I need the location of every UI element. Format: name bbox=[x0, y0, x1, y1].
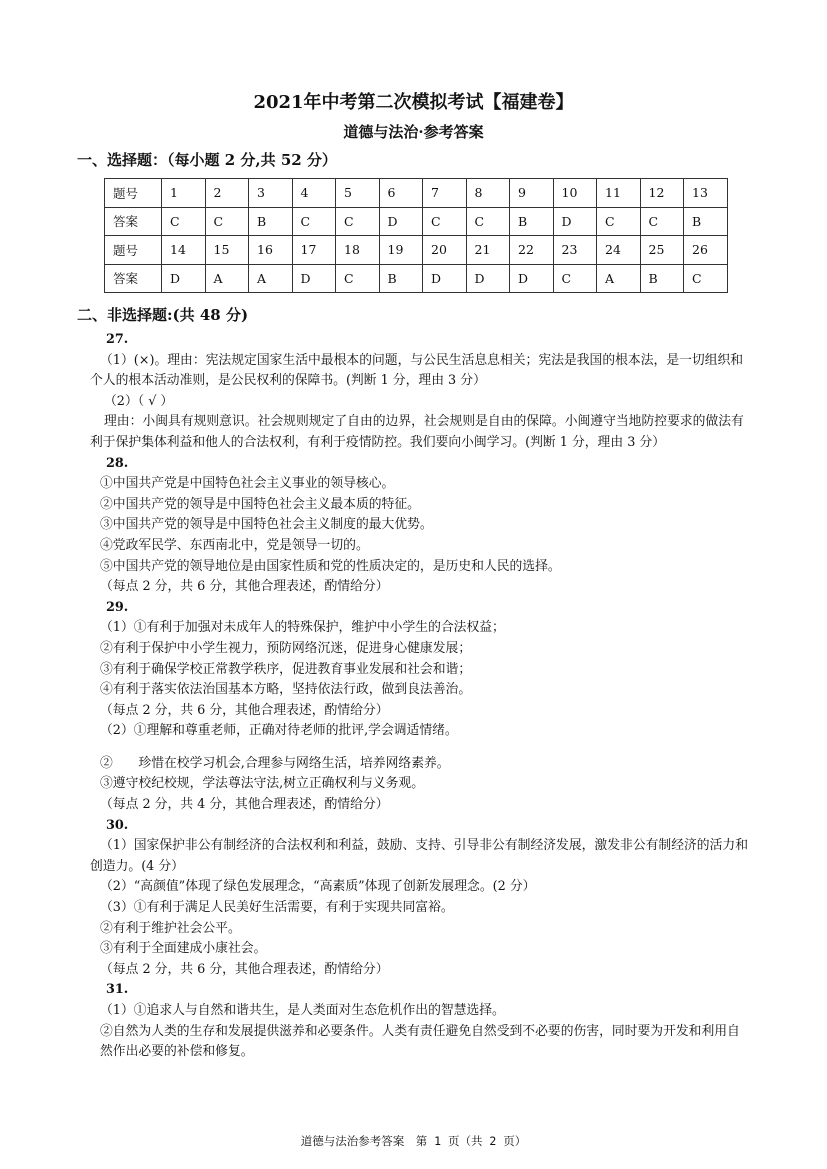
answer-cell: 22 bbox=[510, 236, 554, 265]
question-30-line: （2）“高颜值”体现了绿色发展理念，“高素质”体现了创新发展理念。(2 分） bbox=[100, 879, 536, 895]
answer-cell: C bbox=[553, 264, 597, 293]
question-29-number: 29. bbox=[106, 599, 129, 615]
question-27-part-2: （2）（ √ ） bbox=[104, 393, 174, 409]
question-29-line: ②有利于保护中小学生视力，预防网络沉迷，促进身心健康发展； bbox=[100, 640, 472, 656]
question-27-number: 27. bbox=[106, 332, 129, 347]
answer-cell: B bbox=[379, 264, 423, 293]
answer-cell: A bbox=[205, 264, 249, 293]
answer-cell: 9 bbox=[510, 179, 554, 208]
answer-cell: 6 bbox=[379, 179, 423, 208]
answer-cell: 17 bbox=[292, 236, 336, 265]
section-1-heading: 一、选择题：（每小题 2 分,共 52 分） bbox=[77, 151, 337, 169]
question-31-part-2: ②自然为人类的生存和发展提供滋养和必要条件。人类有责任避免自然受到不必要的伤害，同时要为开发和利用自然作出必要的补偿和修复。 bbox=[100, 1023, 740, 1060]
answer-cell: D bbox=[423, 264, 467, 293]
answer-cell: 25 bbox=[640, 236, 684, 265]
answer-cell: C bbox=[205, 207, 249, 236]
question-28-line: ⑤中国共产党的领导地位是由国家性质和党的性质决定的，是历史和人民的选择。 bbox=[100, 558, 561, 574]
question-29-line: ② 珍惜在校学习机会,合理参与网络生活，培养网络素养。 bbox=[100, 755, 450, 771]
answer-cell: 10 bbox=[553, 179, 597, 208]
answer-cell: 2 bbox=[205, 179, 249, 208]
question-28-line: ②中国共产党的领导是中国特色社会主义最本质的特征。 bbox=[100, 496, 420, 512]
answer-cell: C bbox=[423, 207, 467, 236]
answer-cell: 5 bbox=[336, 179, 380, 208]
answer-cell: 8 bbox=[466, 179, 510, 208]
answer-cell: 12 bbox=[640, 179, 684, 208]
answer-cell: 3 bbox=[249, 179, 293, 208]
answer-cell: C bbox=[640, 207, 684, 236]
answer-cell: B bbox=[640, 264, 684, 293]
answer-cell: C bbox=[466, 207, 510, 236]
answer-cell: D bbox=[466, 264, 510, 293]
row-label: 答案 bbox=[105, 264, 162, 293]
answer-cell: 4 bbox=[292, 179, 336, 208]
question-30-scoring: （每点 2 分，共 6 分，其他合理表述，酌情给分） bbox=[100, 961, 389, 977]
answer-cell: A bbox=[597, 264, 641, 293]
answer-cell: 26 bbox=[684, 236, 728, 265]
question-30-line: ②有利于维护社会公平。 bbox=[100, 920, 241, 936]
answer-cell: 19 bbox=[379, 236, 423, 265]
answer-cell: 21 bbox=[466, 236, 510, 265]
question-29-line: ③遵守校纪校规，学法尊法守法,树立正确权利与义务观。 bbox=[100, 776, 424, 792]
question-29-line: ③有利于确保学校正常教学秩序，促进教育事业发展和社会和谐； bbox=[100, 661, 472, 677]
answer-cell: C bbox=[162, 207, 206, 236]
answer-cell: B bbox=[684, 207, 728, 236]
answer-cell: 11 bbox=[597, 179, 641, 208]
answer-cell: D bbox=[553, 207, 597, 236]
question-28-line: ①中国共产党是中国特色社会主义事业的领导核心。 bbox=[100, 476, 395, 492]
answer-cell: C bbox=[684, 264, 728, 293]
answer-cell: C bbox=[597, 207, 641, 236]
row-label: 题号 bbox=[105, 179, 162, 208]
question-29-scoring: （每点 2 分，共 6 分，其他合理表述，酌情给分） bbox=[100, 702, 389, 718]
answer-cell: 24 bbox=[597, 236, 641, 265]
answer-cell: A bbox=[249, 264, 293, 293]
question-29-line: （2）①理解和尊重老师，正确对待老师的批评,学会调适情绪。 bbox=[100, 723, 458, 739]
question-27-reason: 理由：小闽具有规则意识。社会规则规定了自由的边界，社会规则是自由的保障。小闽遵守当地防控要求的做法有利于保护集体利益和他人的合法权利，有利于疫情防控。我们要向小闽学习。(判断 1 分，理由 3 分） bbox=[90, 414, 744, 450]
question-28-scoring: （每点 2 分，共 6 分，其他合理表述，酌情给分） bbox=[100, 579, 389, 595]
answer-table-row bbox=[105, 236, 728, 265]
answer-cell: D bbox=[510, 264, 554, 293]
answer-table bbox=[104, 178, 728, 293]
question-28-number: 28. bbox=[106, 455, 129, 471]
answer-cell: C bbox=[336, 207, 380, 236]
question-30-line: （3）①有利于满足人民美好生活需要，有利于实现共同富裕。 bbox=[100, 900, 454, 916]
question-29-line: （1）①有利于加强对未成年人的特殊保护，维护中小学生的合法权益； bbox=[100, 620, 505, 636]
question-28-line: ④党政军民学、东西南北中，党是领导一切的。 bbox=[100, 537, 369, 553]
answer-cell: 23 bbox=[553, 236, 597, 265]
page-subtitle: 道德与法治·参考答案 bbox=[343, 123, 484, 141]
answer-cell: 15 bbox=[205, 236, 249, 265]
question-30-part-1: （1）国家保护非公有制经济的合法权利和利益，鼓励、支持、引导非公有制经济发展，激发非公有制经济的活力和创造力。(4 分） bbox=[90, 838, 748, 874]
answer-cell: 7 bbox=[423, 179, 467, 208]
page-footer: 道德与法治参考答案 第 1 页（共 2 页） bbox=[300, 1134, 527, 1148]
answer-cell: D bbox=[379, 207, 423, 236]
answer-cell: 13 bbox=[684, 179, 728, 208]
answer-cell: 20 bbox=[423, 236, 467, 265]
answer-cell: 18 bbox=[336, 236, 380, 265]
question-29-scoring: （每点 2 分，共 4 分，其他合理表述，酌情给分） bbox=[100, 797, 389, 813]
section-2-heading: 二、非选择题:(共 48 分) bbox=[77, 306, 249, 324]
question-28-line: ③中国共产党的领导是中国特色社会主义制度的最大优势。 bbox=[100, 517, 433, 533]
question-30-number: 30. bbox=[106, 817, 129, 833]
question-30-line: ③有利于全面建成小康社会。 bbox=[100, 941, 267, 957]
answers-body bbox=[90, 330, 752, 1063]
answer-table-row bbox=[105, 264, 728, 293]
answer-cell: 14 bbox=[162, 236, 206, 265]
answer-cell: 1 bbox=[162, 179, 206, 208]
answer-cell: B bbox=[249, 207, 293, 236]
question-31-line: （1）①追求人与自然和谐共生，是人类面对生态危机作出的智慧选择。 bbox=[100, 1003, 505, 1018]
answer-table-row bbox=[105, 207, 728, 236]
answer-cell: D bbox=[162, 264, 206, 293]
question-29-line: ④有利于落实依法治国基本方略，坚持依法行政，做到良法善治。 bbox=[100, 682, 472, 698]
answer-cell: C bbox=[292, 207, 336, 236]
answer-cell: C bbox=[336, 264, 380, 293]
answer-cell: D bbox=[292, 264, 336, 293]
question-31-number: 31. bbox=[106, 982, 129, 998]
row-label: 答案 bbox=[105, 207, 162, 236]
answer-cell: B bbox=[510, 207, 554, 236]
question-27-part-1: （1）(×)。理由：宪法规定国家生活中最根本的问题，与公民生活息息相关；宪法是我国的根本法，是一切组织和个人的根本活动准则，是公民权利的保障书。(判断 1 分，理由 3 分） bbox=[90, 352, 744, 389]
page-title: 2021年中考第二次模拟考试【福建卷】 bbox=[253, 92, 574, 113]
row-label: 题号 bbox=[105, 236, 162, 265]
answer-table-row bbox=[105, 179, 728, 208]
answer-cell: 16 bbox=[249, 236, 293, 265]
